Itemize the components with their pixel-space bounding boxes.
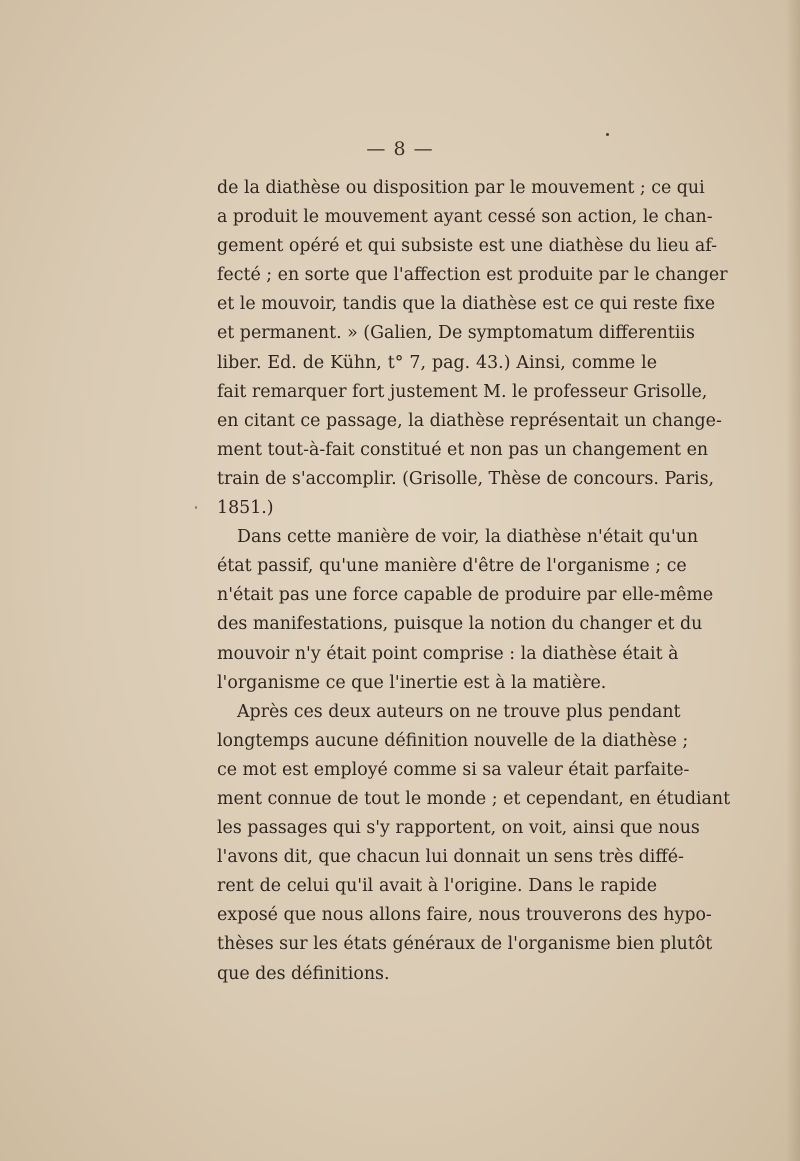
text-line: que des définitions. [217,963,390,984]
text-line: les passages qui s'y rapportent, on voit, ainsi que nous [217,818,700,839]
body-text [217,174,731,989]
text-line: mouvoir n'y était point comprise : la diathèse était à [217,643,679,664]
text-line: n'était pas une force capable de produire par elle-même [217,585,714,606]
text-line: thèses sur les états généraux de l'organisme bien plutôt [217,934,713,955]
text-line: fait remarquer fort justement M. le professeur Grisolle, [217,381,708,402]
text-line: gement opéré et qui subsiste est une diathèse du lieu af- [217,236,717,257]
text-line: rent de celui qu'il avait à l'origine. Dans le rapide [217,876,657,897]
text-line: ce mot est employé comme si sa valeur était parfaite- [217,759,690,780]
text-line: des manifestations, puisque la notion du changer et du [217,614,703,635]
text-line: Après ces deux auteurs on ne trouve plus pendant [237,701,681,722]
text-line: exposé que nous allons faire, nous trouverons des hypo- [217,905,712,926]
text-line: longtemps aucune définition nouvelle de la diathèse ; [217,730,689,751]
page-edge-shadow [786,0,800,1161]
text-line: 1851.) [217,498,274,519]
paper-speck [195,506,197,509]
text-line: train de s'accomplir. (Grisolle, Thèse de concours. Paris, [217,468,715,489]
text-line: ment tout-à-fait constitué et non pas un changement en [217,439,709,460]
text-line: a produit le mouvement ayant cessé son action, le chan- [217,207,713,228]
text-line: l'avons dit, que chacun lui donnait un sens très diffé- [217,847,684,868]
text-line: Dans cette manière de voir, la diathèse n'était qu'un [237,527,699,548]
text-line: fecté ; en sorte que l'affection est produite par le changer [217,265,728,286]
paragraph-3 [217,698,731,989]
paper-speck [606,133,609,136]
text-line: de la diathèse ou disposition par le mouvement ; ce qui [217,178,705,198]
text-line: état passif, qu'une manière d'être de l'organisme ; ce [217,556,687,577]
text-line: liber. Ed. de Kühn, t° 7, pag. 43.) Ainsi, comme le [217,352,657,373]
page-number: — 8 — [366,138,434,160]
text-line: ment connue de tout le monde ; et cependant, en étudiant [217,788,731,809]
text-line: et permanent. » (Galien, De symptomatum differentiis [217,323,695,344]
text-line: l'organisme ce que l'inertie est à la matière. [217,672,607,693]
text-line: en citant ce passage, la diathèse représentait un change- [217,410,722,431]
paragraph-1 [217,174,728,523]
text-line: et le mouvoir, tandis que la diathèse est ce qui reste fixe [217,294,716,315]
paragraph-2 [217,523,714,698]
